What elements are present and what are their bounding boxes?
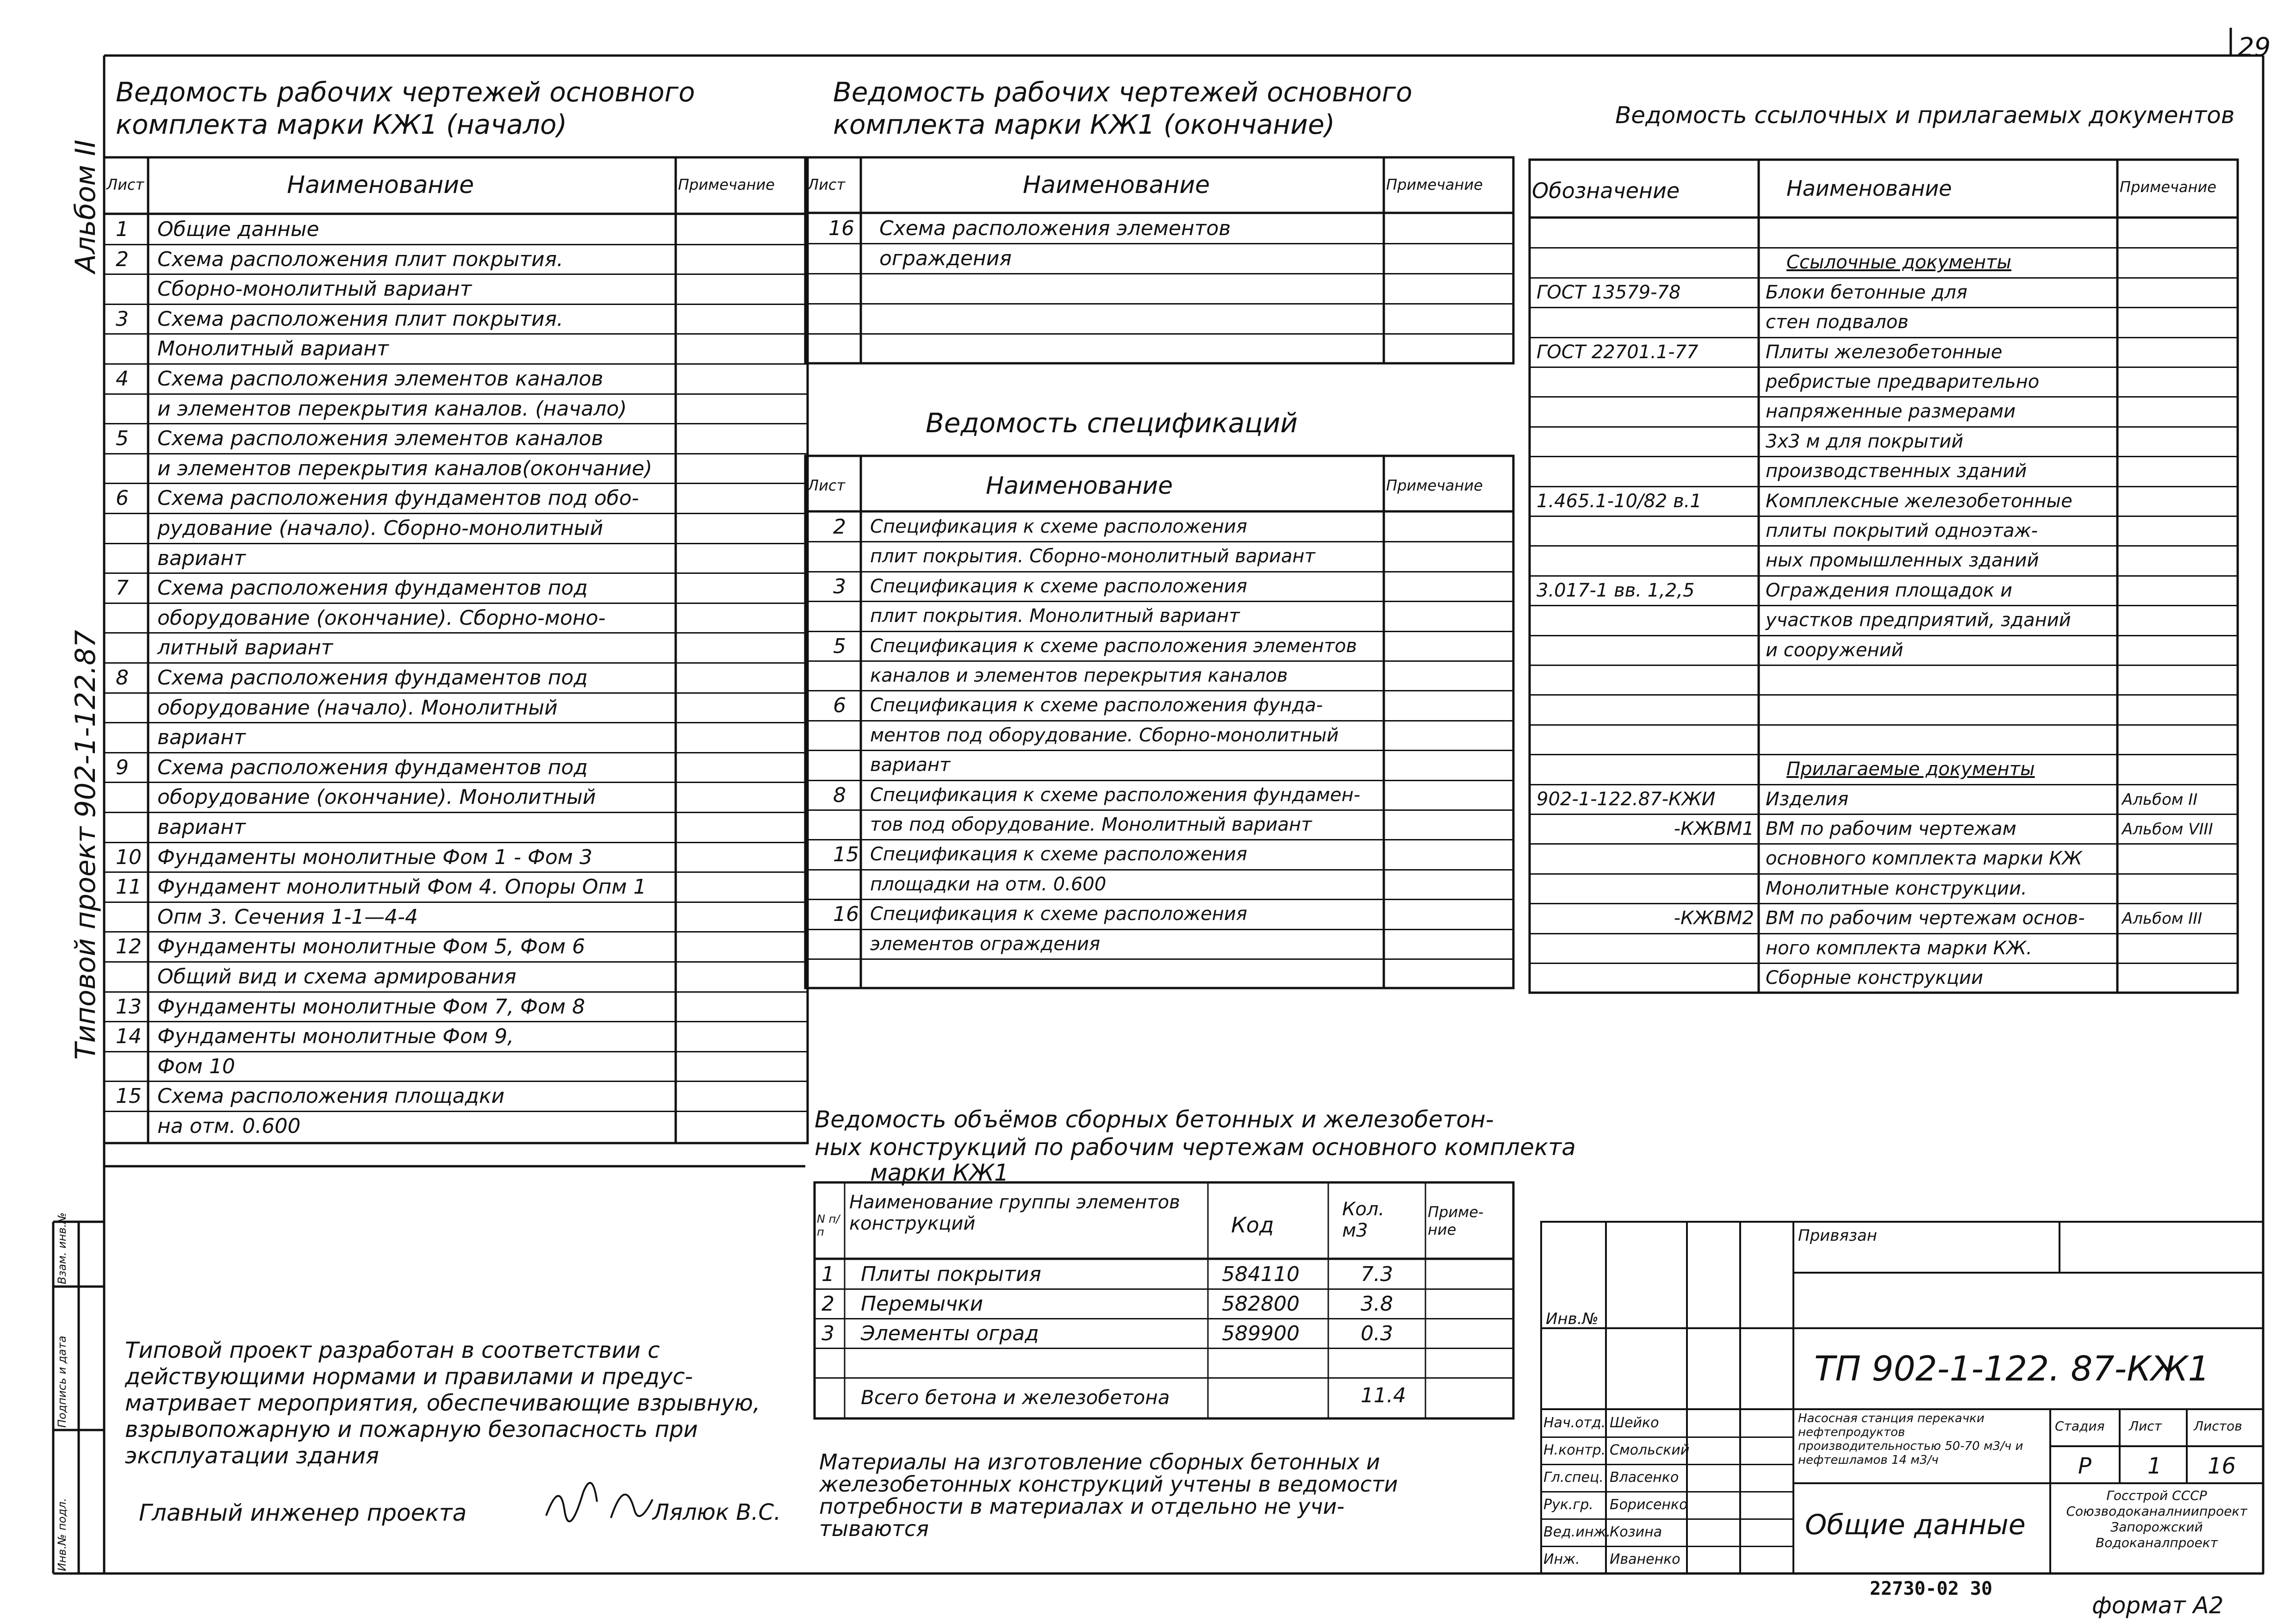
table3-row-divider xyxy=(805,809,1513,811)
table3-name-cell: Спецификация к схеме расположения xyxy=(870,516,1247,537)
table4-row-divider xyxy=(1530,963,2238,964)
table1-row-divider xyxy=(104,902,808,903)
table1-name-cell: вариант xyxy=(157,815,246,839)
role-name: Смольский xyxy=(1610,1442,1690,1458)
table4-name-cell: Ссылочные документы xyxy=(1786,252,2012,274)
table5-qty-cell: 3.8 xyxy=(1361,1292,1393,1316)
sheet-value: 1 xyxy=(2147,1453,2162,1479)
table5-code-cell: 582800 xyxy=(1222,1292,1300,1316)
table3-row-divider xyxy=(805,780,1513,781)
table3-sheet-cell: 6 xyxy=(833,694,846,718)
privyazan-label: Привязан xyxy=(1798,1226,1877,1245)
table5-n-cell: 3 xyxy=(821,1322,834,1345)
table3-name-cell: Спецификация к схеме расположения xyxy=(870,903,1247,925)
title-block-role-divider xyxy=(1541,1518,1793,1520)
table2-sheet-cell: 16 xyxy=(828,217,854,240)
table3-header-sheet: Лист xyxy=(808,477,846,494)
table4-name-cell: Прилагаемые документы xyxy=(1786,759,2035,780)
table4-row-divider xyxy=(1530,635,2238,636)
table2-title-line2: комплекта марки КЖ1 (окончание) xyxy=(833,109,1335,140)
table1-row-divider xyxy=(104,662,808,664)
table1-row-divider xyxy=(104,274,808,275)
table3-row-divider xyxy=(805,839,1513,840)
table1-name-cell: Опм 3. Сечения 1-1—4-4 xyxy=(157,905,418,929)
table1-name-cell: Схема расположения площадки xyxy=(157,1084,505,1108)
table4-code-cell: -КЖВМ1 xyxy=(1674,818,1754,839)
table4-row-divider xyxy=(1530,665,2238,666)
table4-name-cell: Комплексные железобетонные xyxy=(1766,490,2072,512)
table5-name-cell: Плиты покрытия xyxy=(861,1262,1041,1286)
table1-row-divider xyxy=(104,782,808,783)
table3-title: Ведомость спецификаций xyxy=(926,407,1298,439)
role-label: Гл.спец. xyxy=(1543,1469,1604,1486)
table1-row-divider xyxy=(104,812,808,813)
table3-sheet-cell: 3 xyxy=(833,574,846,598)
sheet-title: Общие данные xyxy=(1805,1509,2026,1541)
table1-row-divider xyxy=(104,513,808,514)
title-block-role-divider xyxy=(1541,1436,1793,1438)
table3-name-cell: элементов ограждения xyxy=(870,933,1101,955)
table1-title-line1: Ведомость рабочих чертежей основного xyxy=(116,76,695,108)
table4-code-cell: -КЖВМ2 xyxy=(1674,908,1754,929)
table3-name-cell: Спецификация к схеме расположения фундамен- xyxy=(870,784,1361,806)
table3-name-cell: Спецификация к схеме расположения xyxy=(870,575,1247,597)
general-note xyxy=(125,1337,796,1469)
table1-title-line2: комплекта марки КЖ1 (начало) xyxy=(116,109,567,140)
table4-row-divider xyxy=(1530,545,2238,547)
table5-title-line2: ных конструкций по рабочим чертежам основного комплекта xyxy=(815,1134,1576,1161)
table4-name-cell: и сооружений xyxy=(1766,639,1904,661)
inv-label: Инв.№ xyxy=(1546,1310,1599,1328)
table4-name-cell: стен подвалов xyxy=(1766,311,1909,333)
table3-name-cell: Спецификация к схеме расположения фунда- xyxy=(870,695,1323,716)
table1-sheet-cell: 12 xyxy=(116,935,142,959)
chief-engineer-label: Главный инженер проекта xyxy=(139,1499,467,1526)
table1-row-divider xyxy=(104,1081,808,1082)
table4-row-divider xyxy=(1530,843,2238,845)
table1-sheet-cell: 15 xyxy=(116,1084,142,1108)
table1-name-cell: и элементов перекрытия каналов(окончание) xyxy=(157,456,653,480)
table4-row-divider xyxy=(1530,396,2238,398)
table4-row-divider xyxy=(1530,307,2238,308)
table3-row-divider xyxy=(805,958,1513,960)
table3-header-note: Примечание xyxy=(1386,477,1483,494)
table1-name-cell: Схема расположения плит покрытия. xyxy=(157,307,564,331)
table1-header-name: Наименование xyxy=(287,171,474,199)
role-name: Шейко xyxy=(1610,1415,1659,1431)
table4-name-cell: участков предприятий, зданий xyxy=(1766,609,2071,631)
table4-row-divider xyxy=(1530,575,2238,577)
table3-name-cell: Спецификация к схеме расположения xyxy=(870,844,1247,865)
table1-row-divider xyxy=(104,333,808,335)
table5-row-divider xyxy=(815,1348,1513,1349)
signature-scribbles xyxy=(546,1483,653,1521)
role-label: Рук.гр. xyxy=(1543,1497,1593,1513)
table5-header-n: N п/п xyxy=(817,1213,840,1238)
table4-row-divider xyxy=(1530,724,2238,726)
table1-row-divider xyxy=(104,1051,808,1052)
table4-row-divider xyxy=(1530,516,2238,517)
table1-name-cell: Фундаменты монолитные Фом 1 - Фом 3 xyxy=(157,845,592,869)
table4-row-divider xyxy=(1530,933,2238,934)
table3-row-divider xyxy=(805,571,1513,572)
table3-row-divider xyxy=(805,541,1513,542)
table1-header-sheet: Лист xyxy=(106,176,144,193)
table1-sheet-cell: 13 xyxy=(116,995,142,1019)
table1-name-cell: и элементов перекрытия каналов. (начало) xyxy=(157,397,627,421)
table4-header-name: Наименование xyxy=(1786,176,1952,201)
table1-sheet-cell: 9 xyxy=(116,755,129,779)
table1-row-divider xyxy=(104,842,808,843)
materials-note-line: тываются xyxy=(819,1516,929,1541)
table4-note-cell: Альбом III xyxy=(2122,909,2203,928)
table3-row-divider xyxy=(805,720,1513,721)
document-code: ТП 902-1-122. 87-КЖ1 xyxy=(1814,1349,2210,1389)
table1-name-cell: Фундаменты монолитные Фом 9, xyxy=(157,1025,514,1049)
table3-name-cell: плит покрытия. Монолитный вариант xyxy=(870,605,1240,627)
table1-name-cell: Сборно-монолитный вариант xyxy=(157,277,472,301)
table4-code-cell: ГОСТ 22701.1-77 xyxy=(1537,341,1699,363)
table4-name-cell: 3х3 м для покрытий xyxy=(1766,430,1964,452)
table1-row-divider xyxy=(104,363,808,365)
table5-name-cell: Элементы оград xyxy=(861,1322,1039,1345)
format-label: формат А2 xyxy=(2092,1592,2224,1619)
table4-name-cell: напряженные размерами xyxy=(1766,401,2016,423)
table5-name-cell: Перемычки xyxy=(861,1292,983,1316)
archive-number: 22730-02 30 xyxy=(1870,1578,1992,1599)
table4-row-divider xyxy=(1530,486,2238,487)
table1-row-divider xyxy=(104,871,808,873)
table4-name-cell: ных промышленных зданий xyxy=(1766,550,2039,572)
table4-row-divider xyxy=(1530,784,2238,785)
table1-name-cell: Монолитный вариант xyxy=(157,337,389,361)
table4-name-cell: Ограждения площадок и xyxy=(1766,579,2013,601)
table2-header-sheet: Лист xyxy=(808,176,846,193)
table2-name-cell: Схема расположения элементов xyxy=(879,217,1231,240)
table4-row-divider xyxy=(1530,814,2238,815)
chief-engineer-name: Лялюк В.С. xyxy=(653,1499,781,1525)
table1-row-divider xyxy=(104,961,808,963)
table4-name-cell: производственных зданий xyxy=(1766,460,2027,482)
table4-row-divider xyxy=(1530,247,2238,249)
table1-name-cell: оборудование (начало). Монолитный xyxy=(157,696,558,720)
table1-row-divider xyxy=(104,304,808,305)
table1-row-divider xyxy=(104,572,808,574)
table1-row-divider xyxy=(104,483,808,484)
table1-sheet-cell: 11 xyxy=(116,875,142,899)
table4-name-cell: ребристые предварительно xyxy=(1766,371,2040,392)
title-block-role-divider xyxy=(1541,1464,1793,1465)
table2-row-divider xyxy=(805,243,1513,244)
general-note-line: эксплуатации здания xyxy=(125,1443,379,1469)
table4-row-divider xyxy=(1530,903,2238,904)
table3-row-divider xyxy=(805,869,1513,871)
project-side-label: Типовой проект 902-1-122.87 xyxy=(69,630,102,1060)
materials-note-line: Материалы на изготовление сборных бетонных и xyxy=(819,1449,1380,1474)
table1-row-divider xyxy=(104,722,808,723)
table2-row-divider xyxy=(805,303,1513,305)
role-label: Нач.отд. xyxy=(1543,1415,1606,1431)
table1-sheet-cell: 2 xyxy=(116,247,129,271)
table1-name-cell: вариант xyxy=(157,726,246,750)
side-stamp-label-3: Взам. инв.№ xyxy=(56,1212,68,1284)
table3-sheet-cell: 15 xyxy=(833,843,859,867)
table3-name-cell: каналов и элементов перекрытия каналов xyxy=(870,665,1288,686)
role-name: Иваненко xyxy=(1610,1551,1680,1567)
table2-row-divider xyxy=(805,333,1513,335)
table5-n-cell: 1 xyxy=(821,1262,834,1286)
table4-row-divider xyxy=(1530,337,2238,338)
materials-note-line: потребности в материалах и отдельно не учи- xyxy=(819,1494,1344,1519)
table1-name-cell: Схема расположения элементов каналов xyxy=(157,427,604,451)
table1-name-cell: Общий вид и схема армирования xyxy=(157,965,516,989)
table3-name-cell: ментов под оборудование. Сборно-монолитный xyxy=(870,724,1339,746)
table1-name-cell: Схема расположения элементов каналов xyxy=(157,367,604,391)
general-note-line: Типовой проект разработан в соответствии с xyxy=(125,1337,660,1363)
table4-name-cell: Плиты железобетонные xyxy=(1766,341,2003,363)
table2-title-line1: Ведомость рабочих чертежей основного xyxy=(833,76,1412,108)
general-note-line: матривает мероприятия, обеспечивающие взрывную, xyxy=(125,1390,760,1416)
organization: Госстрой СССР Союзводоканалниипроект Запорожский Водоканалпроект xyxy=(2066,1488,2247,1550)
table4-header-code: Обозначение xyxy=(1532,178,1680,203)
table1-row-divider xyxy=(104,1111,808,1112)
table1-row-divider xyxy=(104,752,808,753)
table1-row-divider xyxy=(104,543,808,544)
table4-row-divider xyxy=(1530,456,2238,457)
table4-row-divider xyxy=(1530,873,2238,875)
table2-header-name: Наименование xyxy=(1023,171,1210,199)
table3-sheet-cell: 8 xyxy=(833,783,846,807)
table1-name-cell: оборудование (окончание). Сборно-моно- xyxy=(157,606,606,630)
table4-header-note: Примечание xyxy=(2120,178,2216,196)
table4-name-cell: ного комплекта марки КЖ. xyxy=(1766,937,2032,959)
table1-name-cell: Схема расположения фундаментов под xyxy=(157,666,588,690)
role-name: Борисенко xyxy=(1610,1497,1688,1513)
table1-name-cell: Схема расположения фундаментов под обо- xyxy=(157,486,639,510)
table1-row-divider xyxy=(104,244,808,245)
table5-qty-cell: 0.3 xyxy=(1361,1322,1393,1345)
table3-name-cell: плит покрытия. Сборно-монолитный вариант xyxy=(870,546,1315,567)
table5-n-cell: 2 xyxy=(821,1292,834,1316)
table1-name-cell: Фундаменты монолитные Фом 5, Фом 6 xyxy=(157,935,585,959)
table5-header-name: Наименование группы элементов конструкций xyxy=(849,1192,1180,1234)
role-label: Инж. xyxy=(1543,1551,1580,1567)
table1-name-cell: оборудование (окончание). Монолитный xyxy=(157,785,596,809)
table3-row-divider xyxy=(805,929,1513,930)
table1-row-divider xyxy=(104,1021,808,1022)
general-note-line: действующими нормами и правилами и предус- xyxy=(125,1364,693,1390)
table1-name-cell: Общие данные xyxy=(157,218,319,241)
table4-row-divider xyxy=(1530,277,2238,279)
table1-name-cell: Фундаменты монолитные Фом 7, Фом 8 xyxy=(157,995,585,1019)
table1-sheet-cell: 14 xyxy=(116,1025,142,1049)
table5-total-value: 11.4 xyxy=(1361,1384,1406,1407)
table1-name-cell: вариант xyxy=(157,546,246,570)
object-name: Насосная станция перекачки нефтепродуктов производительностью 50-70 м3/ч и нефтешламов 14 м3/ч xyxy=(1798,1412,2023,1467)
sheets-label: Листов xyxy=(2194,1418,2242,1434)
table1-name-cell: Схема расположения фундаментов под xyxy=(157,755,588,779)
table3-row-divider xyxy=(805,750,1513,751)
table1-row-divider xyxy=(104,991,808,993)
table4-row-divider xyxy=(1530,367,2238,368)
side-stamp-label-2: Подпись и дата xyxy=(56,1336,68,1428)
side-stamp-label-1: Инв.№ подл. xyxy=(56,1498,68,1571)
table4-note-cell: Альбом VIII xyxy=(2122,820,2213,839)
table3-name-cell: площадки на отм. 0.600 xyxy=(870,873,1107,895)
table3-row-divider xyxy=(805,899,1513,900)
table1-name-cell: рудование (начало). Сборно-монолитный xyxy=(157,516,604,540)
table1-name-cell: на отм. 0.600 xyxy=(157,1114,301,1138)
album-label: Альбом II xyxy=(69,139,102,273)
sheets-value: 16 xyxy=(2208,1453,2236,1479)
role-name: Козина xyxy=(1610,1524,1662,1540)
table4-name-cell: Изделия xyxy=(1766,788,1849,810)
table1-sheet-cell: 6 xyxy=(116,486,129,510)
general-note-line: взрывопожарную и пожарную безопасность при xyxy=(125,1417,698,1443)
table5-header-note: Приме-ние xyxy=(1428,1203,1484,1238)
title-block-role-divider xyxy=(1541,1546,1793,1547)
table5-row-divider xyxy=(815,1318,1513,1319)
table4-name-cell: Сборные конструкции xyxy=(1766,967,1984,989)
table1-name-cell: литный вариант xyxy=(157,636,333,660)
table3-name-cell: Спецификация к схеме расположения элементов xyxy=(870,635,1357,657)
table3-row-divider xyxy=(805,660,1513,662)
table4-row-divider xyxy=(1530,426,2238,428)
table3-sheet-cell: 2 xyxy=(833,515,846,539)
table1-row-divider xyxy=(104,453,808,454)
table4-name-cell: ВМ по рабочим чертежам xyxy=(1766,818,2016,839)
stage-value: Р xyxy=(2078,1453,2091,1479)
table4-name-cell: плиты покрытий одноэтаж- xyxy=(1766,520,2038,541)
table3-row-divider xyxy=(805,690,1513,691)
table2-name-cell: ограждения xyxy=(879,247,1012,270)
table5-header-code: Код xyxy=(1231,1213,1274,1237)
table1-sheet-cell: 5 xyxy=(116,427,129,451)
table4-row-divider xyxy=(1530,605,2238,606)
table1-row-divider xyxy=(104,603,808,604)
materials-note xyxy=(819,1451,1513,1540)
table1-sheet-cell: 4 xyxy=(116,367,129,391)
table3-row-divider xyxy=(805,631,1513,632)
table5-qty-cell: 7.3 xyxy=(1361,1262,1393,1286)
table1-row-divider xyxy=(104,393,808,395)
table5-code-cell: 589900 xyxy=(1222,1322,1300,1345)
role-name: Власенко xyxy=(1610,1469,1679,1486)
table3-sheet-cell: 5 xyxy=(833,634,846,658)
table1-name-cell: Фундамент монолитный Фом 4. Опоры Опм 1 xyxy=(157,875,647,899)
table3-row-divider xyxy=(805,601,1513,602)
table3-sheet-cell: 16 xyxy=(833,902,859,927)
sheet-number: 29 xyxy=(2238,32,2271,62)
table1-sheet-cell: 7 xyxy=(116,576,129,600)
stage-label: Стадия xyxy=(2055,1418,2105,1434)
table1-sheet-cell: 8 xyxy=(116,666,129,690)
table3-header-name: Наименование xyxy=(986,472,1173,500)
table4-row-divider xyxy=(1530,754,2238,755)
table1-row-divider xyxy=(104,931,808,933)
table1-name-cell: Схема расположения плит покрытия. xyxy=(157,247,564,271)
table4-note-cell: Альбом II xyxy=(2122,790,2198,809)
table4-code-cell: ГОСТ 13579-78 xyxy=(1537,281,1681,303)
table4-name-cell: Монолитные конструкции. xyxy=(1766,877,2027,899)
table4-name-cell: ВМ по рабочим чертежам основ- xyxy=(1766,908,2085,929)
table4-code-cell: 3.017-1 вв. 1,2,5 xyxy=(1537,579,1695,601)
table5-row-divider xyxy=(815,1288,1513,1290)
table4-name-cell: основного комплекта марки КЖ xyxy=(1766,848,2082,870)
table1-row-divider xyxy=(104,692,808,694)
table5-title-line1: Ведомость объёмов сборных бетонных и железобетон- xyxy=(815,1106,1494,1133)
table4-name-cell: Блоки бетонные для xyxy=(1766,281,1967,303)
table4-code-cell: 902-1-122.87-КЖИ xyxy=(1537,788,1716,810)
role-label: Н.контр. xyxy=(1543,1442,1606,1458)
table4-row-divider xyxy=(1530,694,2238,696)
table4-title: Ведомость ссылочных и прилагаемых документов xyxy=(1615,102,2235,129)
table1-sheet-cell: 10 xyxy=(116,845,142,869)
table1-sheet-cell: 1 xyxy=(116,218,129,241)
table2-row-divider xyxy=(805,273,1513,274)
table5-header-qty: Кол. м3 xyxy=(1342,1199,1385,1241)
role-label: Вед.инж. xyxy=(1543,1524,1611,1540)
table5-total-label: Всего бетона и железобетона xyxy=(861,1386,1170,1409)
table1-row-divider xyxy=(104,632,808,634)
table1-header-note: Примечание xyxy=(678,176,775,193)
table2-header-note: Примечание xyxy=(1386,176,1483,193)
materials-note-line: железобетонных конструкций учтены в ведомости xyxy=(819,1472,1398,1497)
table3-name-cell: вариант xyxy=(870,754,951,776)
table3-name-cell: тов под оборудование. Монолитный вариант xyxy=(870,814,1312,835)
table1-name-cell: Схема расположения фундаментов под xyxy=(157,576,588,600)
sheet-label: Лист xyxy=(2129,1418,2162,1434)
table1-row-divider xyxy=(104,423,808,424)
table1-sheet-cell: 3 xyxy=(116,307,129,331)
table5-row-divider xyxy=(815,1377,1513,1379)
table4-code-cell: 1.465.1-10/82 в.1 xyxy=(1537,490,1702,512)
table5-code-cell: 584110 xyxy=(1222,1262,1300,1286)
table5-title-line3: марки КЖ1 xyxy=(870,1159,1009,1186)
table1-name-cell: Фом 10 xyxy=(157,1054,235,1078)
title-block-role-divider xyxy=(1541,1491,1793,1492)
